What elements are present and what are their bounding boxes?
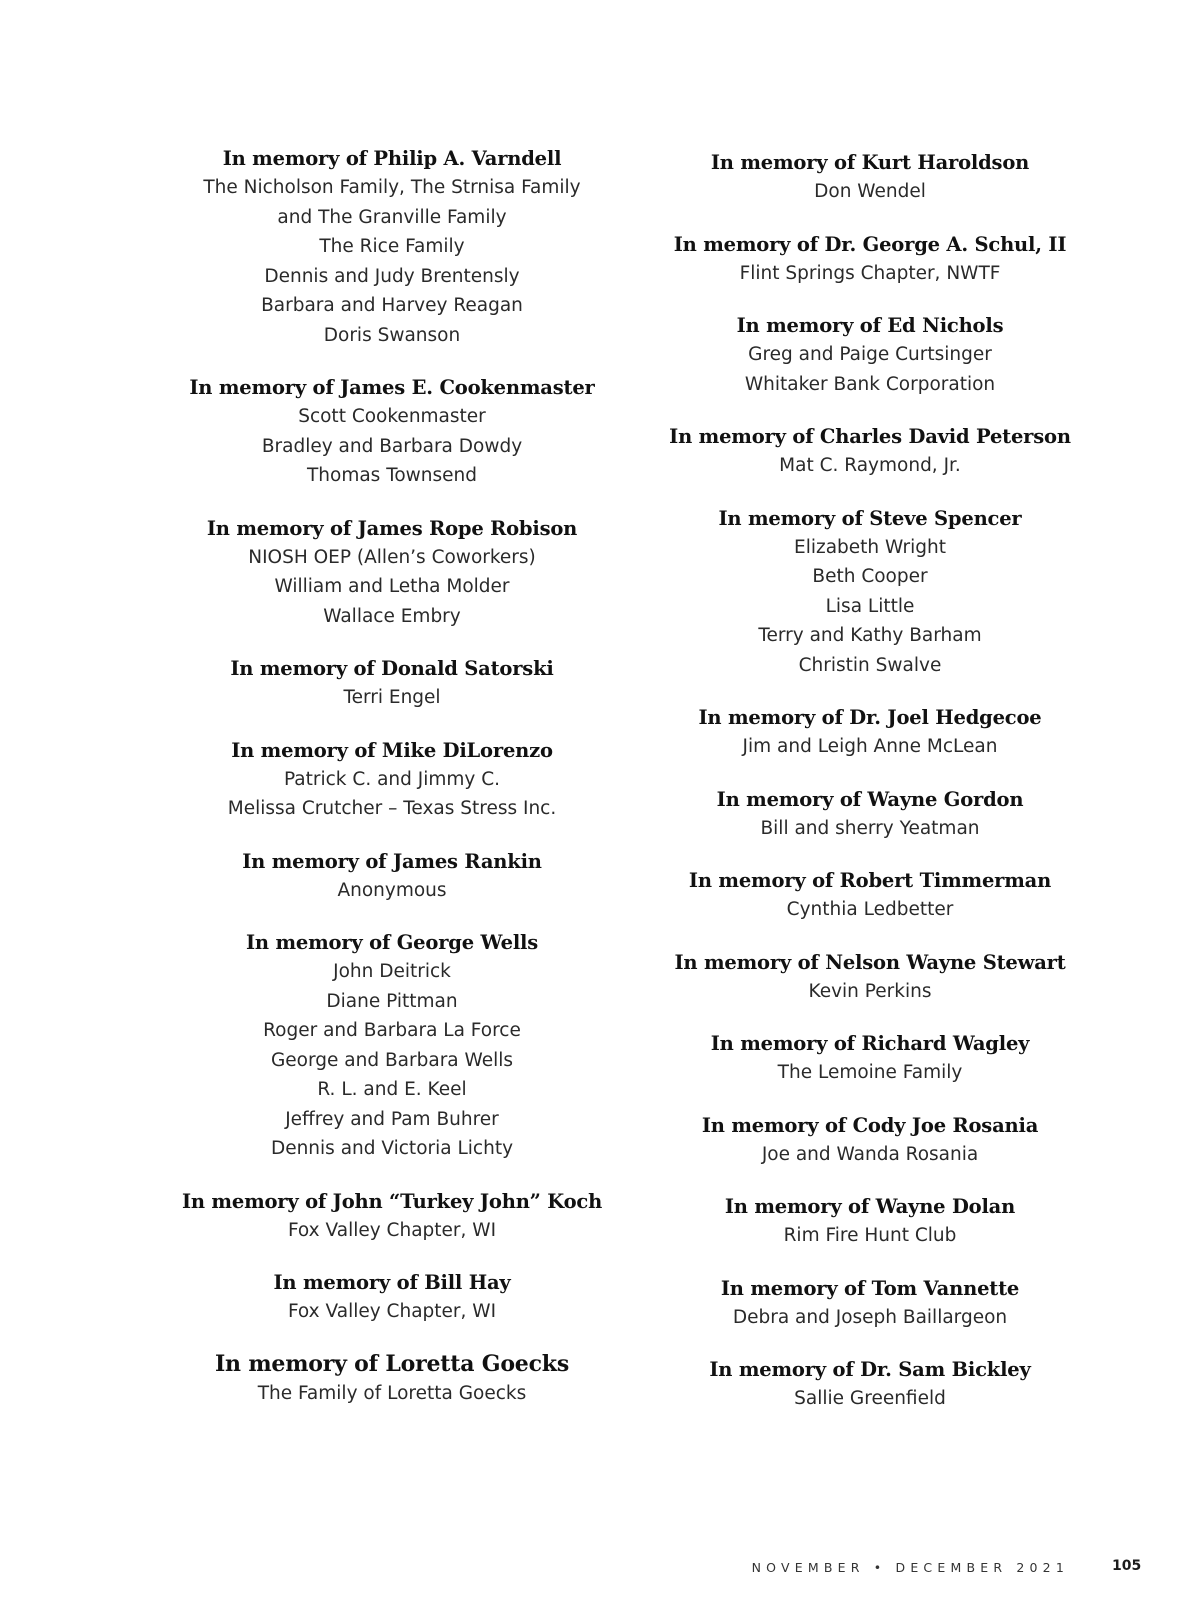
memorial-entry bbox=[640, 1274, 1100, 1333]
memorial-entry bbox=[640, 422, 1100, 481]
memorial-entry bbox=[162, 654, 622, 713]
memorial-entry bbox=[162, 144, 622, 350]
memorial-heading: In memory of Dr. Joel Hedgecoe bbox=[698, 706, 1042, 729]
donor-name: Fox Valley Chapter, WI bbox=[287, 1219, 497, 1241]
memorial-entry bbox=[640, 1111, 1100, 1170]
donor-name: R. L. and E. Keel bbox=[317, 1079, 467, 1100]
donor-name: Jeffrey and Pam Buhrer bbox=[285, 1108, 499, 1130]
donor-name: Terry and Kathy Barham bbox=[758, 625, 982, 646]
memorial-entry bbox=[162, 736, 622, 824]
donor-name: Fox Valley Chapter, WI bbox=[287, 1301, 497, 1322]
memorial-entry bbox=[162, 928, 622, 1164]
donor-name: Dennis and Victoria Lichty bbox=[270, 1138, 514, 1159]
donor-name: George and Barbara Wells bbox=[270, 1049, 514, 1071]
donor-name: Flint Springs Chapter, NWTF bbox=[739, 262, 1001, 284]
donor-name: The Family of Loretta Goecks bbox=[257, 1382, 527, 1404]
memorial-heading: In memory of Steve Spencer bbox=[718, 506, 1022, 530]
donor-name: Joe and Wanda Rosania bbox=[761, 1143, 979, 1165]
donor-name: Mat C. Raymond, Jr. bbox=[779, 455, 961, 476]
donor-name: Melissa Crutcher – Texas Stress Inc. bbox=[227, 798, 557, 819]
donor-name: Rim Fire Hunt Club bbox=[783, 1225, 957, 1246]
donor-name: Sallie Greenfield bbox=[794, 1388, 946, 1409]
memorial-entry bbox=[640, 785, 1100, 844]
donor-name: Elizabeth Wright bbox=[794, 536, 946, 558]
donor-name: Terri Engel bbox=[343, 687, 441, 708]
memorial-heading: In memory of George Wells bbox=[245, 931, 539, 954]
donor-name: Beth Cooper bbox=[812, 566, 928, 587]
issue-date: NOVEMBER • DECEMBER 2021 bbox=[751, 1560, 1069, 1575]
memorial-heading: In memory of Cody Joe Rosania bbox=[701, 1113, 1039, 1137]
memorial-entry bbox=[162, 1187, 622, 1246]
donor-name: John Deitrick bbox=[333, 961, 451, 982]
right-memorial-column bbox=[640, 148, 1100, 1437]
donor-name: The Nicholson Family, The Strnisa Family bbox=[203, 177, 581, 198]
donor-name: Jim and Leigh Anne McLean bbox=[742, 736, 998, 757]
memorial-heading: In memory of James Rankin bbox=[242, 849, 542, 873]
donor-name: Debra and Joseph Baillargeon bbox=[732, 1306, 1008, 1328]
page-number: 105 bbox=[1112, 1558, 1142, 1574]
memorial-entry bbox=[640, 504, 1100, 681]
memorial-heading: In memory of Wayne Dolan bbox=[724, 1195, 1016, 1218]
donor-name: The Lemoine Family bbox=[777, 1062, 963, 1083]
donor-name: Lisa Little bbox=[825, 595, 915, 617]
donor-name: Cynthia Ledbetter bbox=[786, 899, 954, 920]
memorial-entry bbox=[640, 1355, 1100, 1414]
donor-name: NIOSH OEP (Allen’s Coworkers) bbox=[248, 546, 536, 568]
donor-name: Bradley and Barbara Dowdy bbox=[261, 435, 523, 457]
memorial-entry bbox=[162, 1268, 622, 1327]
memorial-heading: In memory of Kurt Haroldson bbox=[710, 151, 1030, 174]
memorial-heading: In memory of Tom Vannette bbox=[720, 1276, 1020, 1300]
donor-name: and The Granville Family bbox=[277, 206, 507, 228]
donor-name: William and Letha Molder bbox=[274, 576, 510, 597]
memorial-entry bbox=[640, 230, 1100, 289]
memorial-heading: In memory of Bill Hay bbox=[273, 1271, 511, 1294]
memorial-heading: In memory of Mike DiLorenzo bbox=[231, 738, 553, 762]
memorial-entry bbox=[640, 703, 1100, 762]
donor-name: Scott Cookenmaster bbox=[298, 406, 486, 427]
donor-name: Roger and Barbara La Force bbox=[263, 1020, 521, 1041]
memorial-entry bbox=[640, 1192, 1100, 1251]
donor-name: Don Wendel bbox=[814, 181, 926, 202]
memorial-entry bbox=[162, 1350, 622, 1409]
memorial-heading: In memory of Ed Nichols bbox=[736, 314, 1004, 337]
memorial-heading: In memory of Donald Satorski bbox=[230, 657, 554, 680]
donor-name: Barbara and Harvey Reagan bbox=[261, 295, 523, 316]
memorial-heading: In memory of Loretta Goecks bbox=[214, 1350, 570, 1377]
memorial-heading: In memory of Richard Wagley bbox=[710, 1032, 1030, 1055]
memorial-entry bbox=[640, 1029, 1100, 1088]
memorial-heading: In memory of Philip A. Varndell bbox=[222, 147, 562, 170]
memorial-entry bbox=[162, 514, 622, 632]
donor-name: Bill and sherry Yeatman bbox=[760, 817, 980, 839]
memorial-heading: In memory of Dr. George A. Schul, II bbox=[673, 232, 1067, 256]
memorial-heading: In memory of Charles David Peterson bbox=[669, 425, 1071, 448]
memorial-entry bbox=[640, 311, 1100, 399]
memorial-heading: In memory of John “Turkey John” Koch bbox=[181, 1189, 603, 1213]
donor-name: Kevin Perkins bbox=[808, 980, 932, 1002]
memorial-heading: In memory of Wayne Gordon bbox=[716, 787, 1024, 811]
donor-name: Doris Swanson bbox=[323, 324, 461, 346]
donor-name: Thomas Townsend bbox=[306, 465, 478, 486]
donor-name: Dennis and Judy Brentensly bbox=[264, 265, 520, 287]
memorial-heading: In memory of Robert Timmerman bbox=[688, 869, 1052, 892]
memorial-heading: In memory of Nelson Wayne Stewart bbox=[674, 950, 1066, 974]
donor-name: The Rice Family bbox=[319, 236, 465, 257]
memorial-entry bbox=[640, 866, 1100, 925]
donor-name: Greg and Paige Curtsinger bbox=[748, 344, 992, 365]
donor-name: Christin Swalve bbox=[798, 654, 942, 676]
memorial-heading: In memory of James Rope Robison bbox=[206, 516, 578, 540]
left-memorial-column bbox=[162, 144, 622, 1431]
memorial-heading: In memory of Dr. Sam Bickley bbox=[709, 1358, 1031, 1381]
memorial-entry bbox=[640, 148, 1100, 207]
donor-name: Diane Pittman bbox=[326, 990, 458, 1012]
donor-name: Anonymous bbox=[337, 879, 447, 901]
memorial-entry bbox=[162, 373, 622, 491]
memorial-entry bbox=[162, 847, 622, 906]
memorial-entry bbox=[640, 948, 1100, 1007]
memorial-heading: In memory of James E. Cookenmaster bbox=[189, 376, 595, 399]
page-footer bbox=[0, 1560, 1200, 1580]
donor-name: Whitaker Bank Corporation bbox=[744, 373, 996, 395]
donor-name: Patrick C. and Jimmy C. bbox=[283, 768, 501, 790]
donor-name: Wallace Embry bbox=[323, 605, 461, 627]
